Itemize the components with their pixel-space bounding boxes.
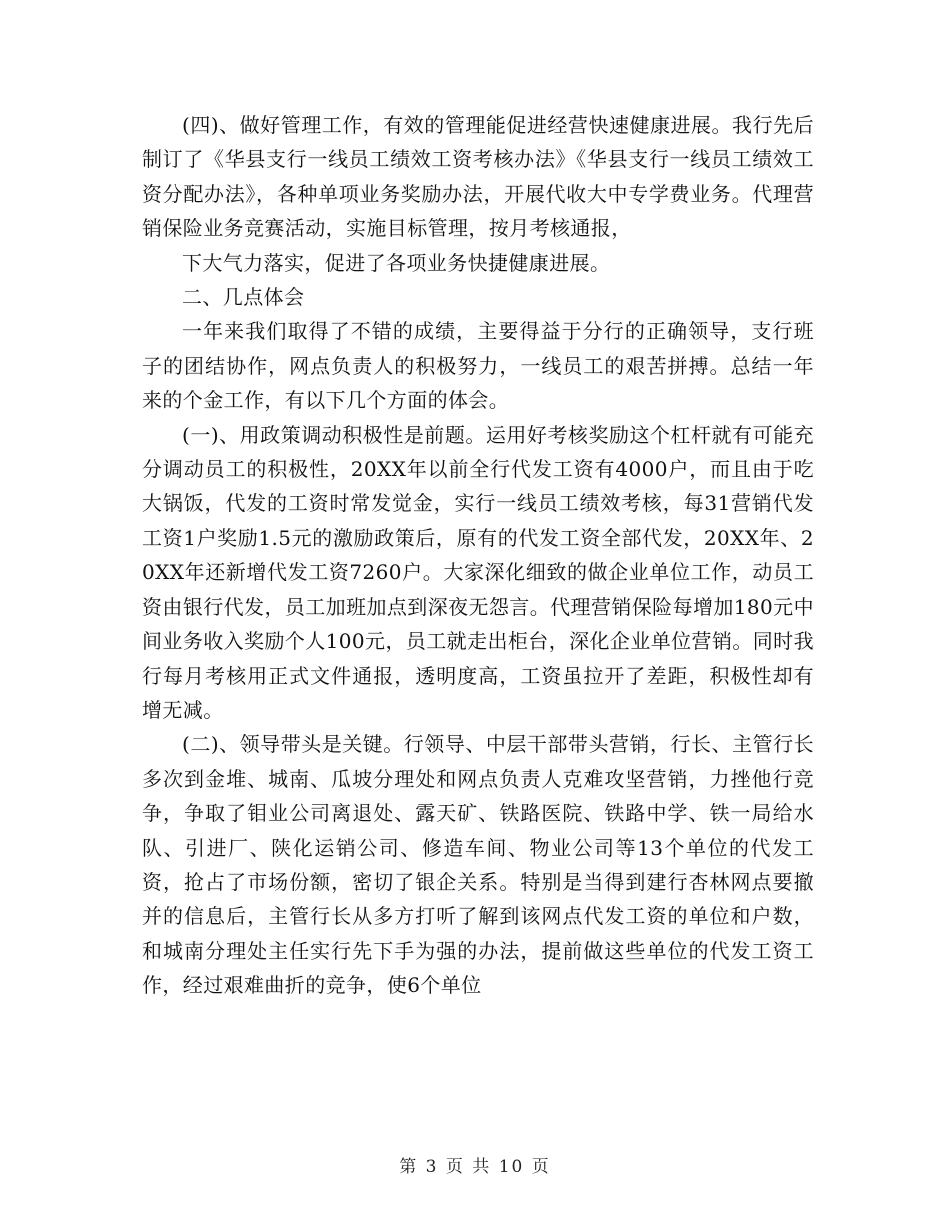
document-body bbox=[142, 108, 814, 1003]
paragraph-leadership: (二)、领导带头是关键。行领导、中层干部带头营销，行长、主管行长多次到金堆、城南、瓜坡分理处和网点负责人克难攻坚营销，力挫他行竞争，争取了钼业公司离退处、露天矿、铁路医院、铁路中学、铁一局给水队、引进厂、陕化运销公司、修造车间、物业公司等13个单位的代发工资，抢占了市场份额，密切了银企关系。特别是当得到建行杏林网点要撤并的信息后，主管行长从多方打听了解到该网点代发工资的单位和户数，和城南分理处主任实行先下手为强的办法，提前做这些单位的代发工资工作，经过艰难曲折的竞争，使6个单位 bbox=[142, 732, 814, 998]
paragraph-achievements: 一年来我们取得了不错的成绩，主要得益于分行的正确领导，支行班子的团结协作，网点负责人的积极努力，一线员工的艰苦拼搏。总结一年来的个金工作，有以下几个方面的体会。 bbox=[142, 319, 814, 413]
paragraph-management: (四)、做好管理工作，有效的管理能促进经营快速健康进展。我行先后制订了《华县支行一线员工绩效工资考核办法》《华县支行一线员工绩效工资分配办法》，各种单项业务奖励办法，开展代收大中专学费业务。代理营销保险业务竞赛活动，实施目标管理，按月考核通报， bbox=[142, 113, 814, 241]
paragraph-implementation: 下大气力落实，促进了各项业务快捷健康进展。 bbox=[182, 250, 611, 275]
page-number-footer: 第 3 页 共 10 页 bbox=[399, 1157, 551, 1177]
section-heading-experience: 二、几点体会 bbox=[182, 285, 305, 310]
paragraph-policy-incentive: (一)、用政策调动积极性是前题。运用好考核奖励这个杠杆就有可能充分调动员工的积极性，20XX年以前全行代发工资有4000户，而且由于吃大锅饭，代发的工资时常发觉金，实行一线员工绩效考核，每31营销代发工资1户奖励1.5元的激励政策后，原有的代发工资全部代发，20XX年、20XX年还新增代发工资7260户。大家深化细致的做企业单位工作，动员工资由银行代发，员工加班加点到深夜无怨言。代理营销保险每增加180元中间业务收入奖励个人100元，员工就走出柜台，深化企业单位营销。同时我行每月考核用正式文件通报，透明度高，工资虽拉开了差距，积极性却有增无减。 bbox=[142, 422, 814, 722]
